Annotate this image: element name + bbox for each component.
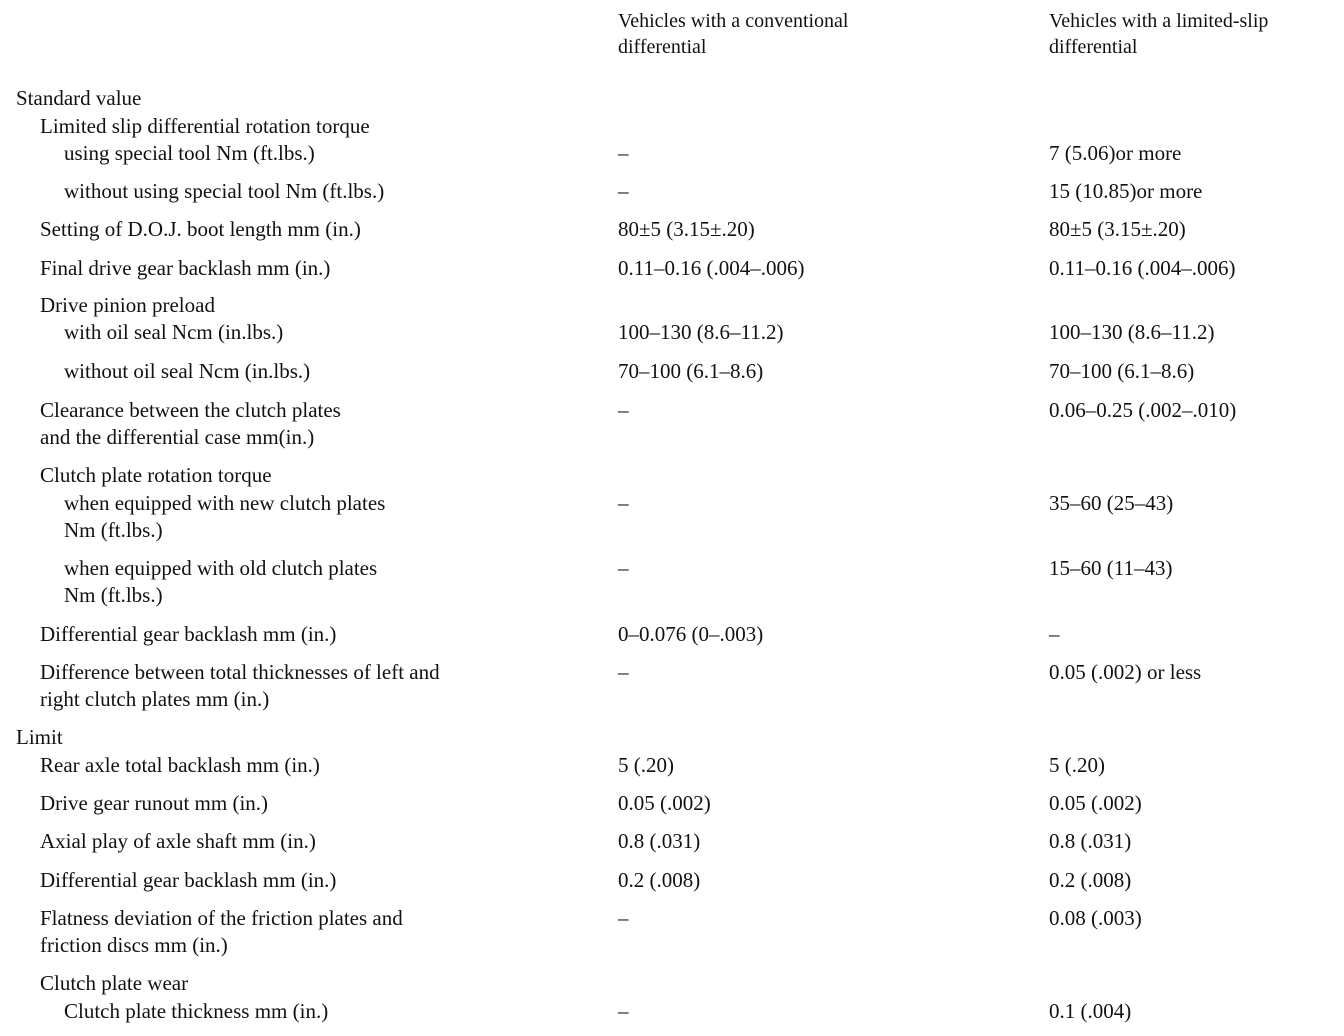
value-limited-slip: –: [1049, 622, 1060, 646]
value-conventional: –: [618, 141, 629, 165]
spec-label: Axial play of axle shaft mm (in.): [40, 829, 316, 853]
spec-label: Differential gear backlash mm (in.): [40, 868, 337, 892]
value-limited-slip: 0.05 (.002) or less: [1049, 660, 1202, 684]
value-limited-slip: 0.06–0.25 (.002–.010): [1049, 398, 1237, 422]
value-conventional: –: [618, 491, 629, 515]
value-conventional: 0.2 (.008): [618, 868, 701, 892]
value-conventional: –: [618, 999, 629, 1023]
spec-label: without oil seal Ncm (in.lbs.): [64, 359, 311, 383]
value-conventional: –: [618, 179, 629, 203]
spec-label: Clutch plate wear: [40, 971, 189, 995]
value-conventional: –: [618, 660, 629, 684]
column-header-conventional: Vehicles with a conventional differential: [618, 10, 849, 58]
spec-label: Differential gear backlash mm (in.): [40, 622, 337, 646]
value-limited-slip: 15–60 (11–43): [1049, 556, 1173, 580]
value-limited-slip: 0.05 (.002): [1049, 791, 1142, 815]
spec-label: with oil seal Ncm (in.lbs.): [64, 320, 284, 344]
value-conventional: –: [618, 398, 629, 422]
spec-label: Rear axle total backlash mm (in.): [40, 753, 320, 777]
value-limited-slip: 35–60 (25–43): [1049, 491, 1174, 515]
spec-label: Drive gear runout mm (in.): [40, 791, 269, 815]
value-limited-slip: 80±5 (3.15±.20): [1049, 217, 1186, 241]
value-limited-slip: 7 (5.06)or more: [1049, 141, 1182, 165]
spec-label: without using special tool Nm (ft.lbs.): [64, 179, 385, 203]
spec-label: Flatness deviation of the friction plates and friction discs mm (in.): [40, 906, 403, 957]
spec-label: when equipped with new clutch plates Nm (ft.lbs.): [64, 491, 386, 542]
spec-label: Limit: [16, 725, 63, 749]
value-limited-slip: 0.08 (.003): [1049, 906, 1142, 930]
value-conventional: –: [618, 556, 629, 580]
spec-label: Standard value: [16, 86, 142, 110]
spec-label: using special tool Nm (ft.lbs.): [64, 141, 315, 165]
value-conventional: 5 (.20): [618, 753, 674, 777]
value-limited-slip: 0.1 (.004): [1049, 999, 1132, 1023]
spec-label: Clutch plate thickness mm (in.): [64, 999, 329, 1023]
value-conventional: 0.8 (.031): [618, 829, 701, 853]
value-limited-slip: 5 (.20): [1049, 753, 1105, 777]
spec-label: Clearance between the clutch plates and the differential case mm(in.): [40, 398, 341, 449]
value-limited-slip: 70–100 (6.1–8.6): [1049, 359, 1195, 383]
value-limited-slip: 100–130 (8.6–11.2): [1049, 320, 1215, 344]
value-conventional: 0.05 (.002): [618, 791, 711, 815]
value-conventional: 100–130 (8.6–11.2): [618, 320, 784, 344]
spec-label: Limited slip differential rotation torque: [40, 114, 370, 138]
spec-label: Clutch plate rotation torque: [40, 463, 272, 487]
spec-label: Setting of D.O.J. boot length mm (in.): [40, 217, 361, 241]
value-limited-slip: 0.11–0.16 (.004–.006): [1049, 256, 1236, 280]
spec-label: Final drive gear backlash mm (in.): [40, 256, 331, 280]
spec-label: Drive pinion preload: [40, 293, 215, 317]
value-conventional: 80±5 (3.15±.20): [618, 217, 755, 241]
spec-label: Difference between total thicknesses of left and right clutch plates mm (in.): [40, 660, 440, 711]
column-header-limited-slip: Vehicles with a limited-slip differential: [1049, 10, 1269, 58]
value-conventional: 70–100 (6.1–8.6): [618, 359, 764, 383]
value-limited-slip: 0.8 (.031): [1049, 829, 1132, 853]
value-limited-slip: 0.2 (.008): [1049, 868, 1132, 892]
spec-label: when equipped with old clutch plates Nm (ft.lbs.): [64, 556, 378, 607]
value-limited-slip: 15 (10.85)or more: [1049, 179, 1203, 203]
value-conventional: 0.11–0.16 (.004–.006): [618, 256, 805, 280]
value-conventional: –: [618, 906, 629, 930]
value-conventional: 0–0.076 (0–.003): [618, 622, 764, 646]
